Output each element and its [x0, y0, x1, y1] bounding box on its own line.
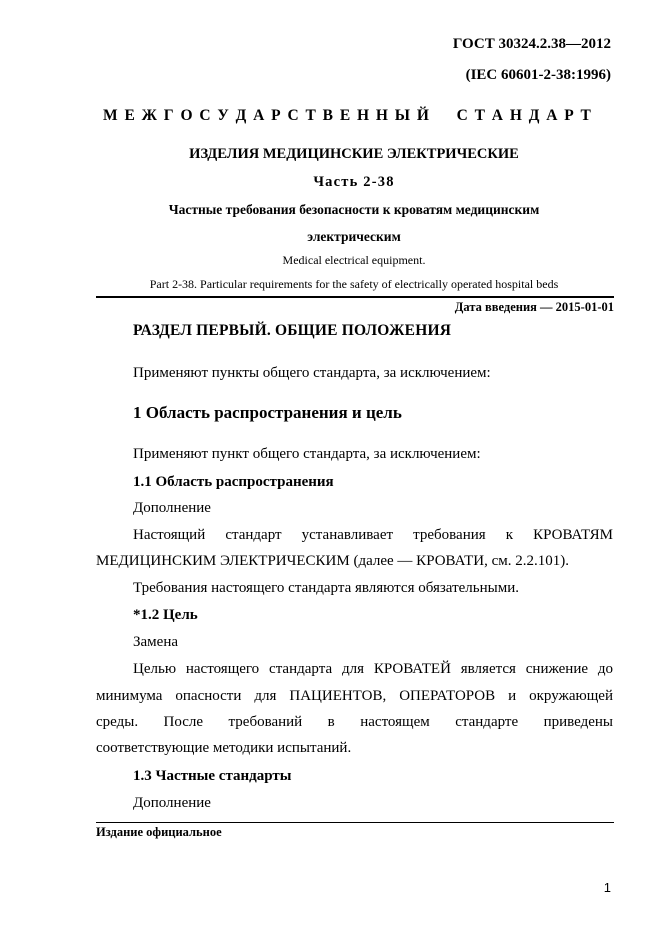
official-edition-label: Издание официальное: [96, 825, 222, 839]
interstate-letter: Е: [124, 107, 135, 124]
interstate-letter: Н: [509, 107, 522, 124]
section-heading: РАЗДЕЛ ПЕРВЫЙ. ОБЩИЕ ПОЛОЖЕНИЯ: [133, 322, 452, 339]
interstate-standard-heading: [103, 107, 591, 125]
interstate-letter: С: [287, 107, 299, 124]
scope-text-line1: Настоящий стандарт устанавливает требования к КРОВАТЯМ: [133, 527, 613, 543]
introduction-date: Дата введения — 2015-01-01: [454, 300, 614, 314]
document-part: Часть 2-38: [313, 174, 395, 190]
interstate-letter: О: [180, 107, 193, 124]
interstate-letter: Й: [416, 107, 429, 124]
goal-text-line3: среды. После требований в настоящем стандарте приведены: [96, 714, 613, 730]
document-subtitle-line1: Частные требования безопасности к кроватям медицинским: [168, 202, 540, 217]
english-title-line2: Part 2-38. Particular requirements for the safety of electrically operated hospital beds: [149, 277, 559, 291]
english-title-line1: Medical electrical equipment.: [282, 253, 426, 267]
header-divider: [96, 296, 614, 298]
interstate-letter: Д: [528, 107, 540, 124]
interstate-letter: Е: [339, 107, 351, 124]
interstate-letter: Ы: [394, 107, 411, 124]
interstate-letter: В: [322, 107, 334, 124]
gost-code: ГОСТ 30324.2.38—2012: [452, 36, 611, 52]
scope-text-line2: МЕДИЦИНСКИМ ЭЛЕКТРИЧЕСКИМ (далее — КРОВАТИ, см. 2.2.101).: [96, 553, 570, 569]
interstate-letter: Ж: [141, 107, 157, 124]
paragraph-apply-points: Применяют пункты общего стандарта, за исключением:: [133, 365, 491, 381]
interstate-letter: Н: [375, 107, 388, 124]
interstate-letter: Н: [357, 107, 370, 124]
goal-text-line4: соответствующие методики испытаний.: [96, 740, 352, 756]
interstate-letter: Д: [235, 107, 247, 124]
page-number: 1: [603, 880, 611, 895]
interstate-letter: А: [546, 107, 558, 124]
heading-scope: 1.1 Область распространения: [133, 474, 334, 490]
paragraph-mandatory: Требования настоящего стандарта являются обязательными.: [133, 580, 519, 596]
interstate-letter: Т: [305, 107, 316, 124]
interstate-letter: Т: [474, 107, 485, 124]
interstate-letter: Г: [163, 107, 174, 124]
footer-divider: [96, 822, 614, 823]
interstate-letter: Р: [271, 107, 281, 124]
interstate-letter: У: [217, 107, 229, 124]
interstate-letter: Т: [580, 107, 591, 124]
heading-particular-standards: 1.3 Частные стандарты: [133, 768, 292, 784]
heading-purpose: *1.2 Цель: [133, 607, 198, 623]
interstate-letter: С: [456, 107, 468, 124]
paragraph-apply-point: Применяют пункт общего стандарта, за исключением:: [133, 446, 481, 462]
iec-code: (IEC 60601-2-38:1996): [465, 67, 611, 83]
document-title: ИЗДЕЛИЯ МЕДИЦИНСКИЕ ЭЛЕКТРИЧЕСКИЕ: [189, 146, 519, 162]
paragraph-replacement: Замена: [133, 634, 179, 650]
heading-scope-and-purpose: 1 Область распространения и цель: [133, 403, 402, 422]
goal-text-line2: минимума опасности для ПАЦИЕНТОВ, ОПЕРАТОРОВ и окружающей: [96, 688, 613, 704]
interstate-letter: С: [199, 107, 211, 124]
goal-text-line1: Целью настоящего стандарта для КРОВАТЕЙ является снижение до: [133, 661, 613, 677]
paragraph-addition-2: Дополнение: [133, 795, 211, 811]
interstate-letter: М: [103, 107, 118, 124]
paragraph-addition: Дополнение: [133, 500, 211, 516]
interstate-word-gap: [436, 107, 450, 125]
interstate-letter: А: [491, 107, 503, 124]
interstate-letter: Р: [564, 107, 574, 124]
document-subtitle-line2: электрическим: [307, 229, 401, 244]
interstate-letter: А: [253, 107, 265, 124]
